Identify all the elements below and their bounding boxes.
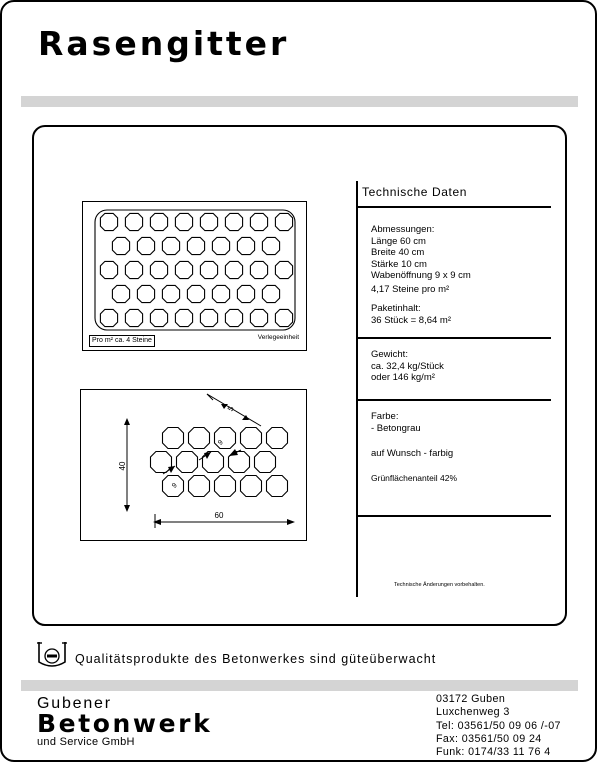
honeycomb-opening bbox=[121, 209, 146, 234]
color-block bbox=[371, 411, 457, 484]
stone-opening bbox=[145, 446, 176, 477]
weight-per-piece: ca. 32,4 kg/Stück bbox=[371, 360, 444, 372]
honeycomb-opening bbox=[96, 209, 121, 234]
honeycomb-opening bbox=[183, 233, 208, 258]
stone-dimension-figure bbox=[80, 389, 307, 541]
honeycomb-opening bbox=[258, 233, 283, 258]
honeycomb-opening bbox=[133, 233, 158, 258]
honeycomb-opening bbox=[171, 257, 196, 282]
address-postcode: 03172 Guben bbox=[436, 693, 506, 705]
address-fax: Fax: 03561/50 09 24 bbox=[436, 732, 542, 745]
honeycomb-opening bbox=[171, 209, 196, 234]
address-street: Luxchenweg 3 bbox=[436, 706, 510, 719]
honeycomb-opening bbox=[208, 233, 233, 258]
quality-slogan: Qualitätsprodukte des Betonwerkes sind güteüberwacht bbox=[75, 652, 437, 666]
dimension-length: Länge 60 cm bbox=[371, 235, 426, 247]
address-mobile: Funk: 0174/33 11 76 4 bbox=[436, 746, 551, 759]
color-value: - Betongrau bbox=[371, 422, 421, 434]
honeycomb-opening bbox=[271, 257, 296, 282]
stone-opening bbox=[261, 422, 292, 453]
honeycomb-opening bbox=[221, 305, 246, 330]
tech-title: Technische Daten bbox=[362, 185, 467, 199]
weight-block bbox=[371, 349, 444, 384]
stone-opening bbox=[171, 446, 202, 477]
honeycomb-opening bbox=[221, 209, 246, 234]
honeycomb-opening bbox=[233, 281, 258, 306]
dimensions-block bbox=[371, 224, 471, 326]
stone-dimension-drawing bbox=[81, 390, 306, 540]
honeycomb-opening bbox=[246, 305, 271, 330]
honeycomb-opening bbox=[158, 281, 183, 306]
package-heading: Paketinhalt: bbox=[371, 303, 421, 314]
stone-opening bbox=[183, 470, 214, 501]
honeycomb-opening bbox=[133, 281, 158, 306]
honeycomb-opening bbox=[158, 233, 183, 258]
stone-opening bbox=[157, 422, 188, 453]
package-value: 36 Stück = 8,64 m² bbox=[371, 314, 451, 326]
dimension-opening: Wabenöffnung 9 x 9 cm bbox=[371, 270, 471, 281]
color-option: auf Wunsch - farbig bbox=[371, 448, 454, 459]
stone-opening bbox=[183, 422, 214, 453]
honeycomb-opening bbox=[146, 305, 171, 330]
honeycomb-opening bbox=[233, 233, 258, 258]
stone-height-label: 40 bbox=[118, 461, 127, 471]
honeycomb-opening bbox=[196, 257, 221, 282]
honeycomb-opening bbox=[121, 305, 146, 330]
honeycomb-opening bbox=[108, 281, 133, 306]
tech-rule bbox=[356, 399, 551, 401]
stone-opening bbox=[235, 470, 266, 501]
stone-opening bbox=[197, 446, 228, 477]
stone-opening bbox=[261, 470, 292, 501]
technical-data-section bbox=[356, 181, 551, 597]
honeycomb-opening bbox=[271, 209, 296, 234]
laying-unit-drawing bbox=[83, 202, 306, 350]
quality-seal-icon bbox=[36, 640, 68, 670]
honeycomb-opening bbox=[121, 257, 146, 282]
company-name-line3: und Service GmbH bbox=[37, 736, 135, 748]
company-name-line1: Gubener bbox=[37, 695, 112, 712]
honeycomb-opening bbox=[171, 305, 196, 330]
tech-vertical-rule bbox=[356, 181, 358, 597]
honeycomb-opening bbox=[208, 281, 233, 306]
honeycomb-opening bbox=[196, 305, 221, 330]
honeycomb-opening bbox=[146, 209, 171, 234]
honeycomb-opening bbox=[196, 209, 221, 234]
dimension-width: Breite 40 cm bbox=[371, 247, 425, 258]
tech-rule bbox=[356, 206, 551, 208]
honeycomb-opening bbox=[258, 281, 283, 306]
color-heading: Farbe: bbox=[371, 411, 399, 422]
weight-per-sqm: oder 146 kg/m² bbox=[371, 372, 435, 383]
stone-wall-label: 5 bbox=[225, 404, 236, 413]
honeycomb-opening bbox=[246, 257, 271, 282]
stones-per-sqm-label: Pro m² ca. 4 Steine bbox=[89, 335, 155, 347]
technical-changes-note: Technische Änderungen vorbehalten. bbox=[394, 582, 485, 588]
honeycomb-opening bbox=[271, 305, 296, 330]
dimensions-heading: Abmessungen: bbox=[371, 224, 435, 235]
product-panel bbox=[32, 125, 567, 626]
honeycomb-opening bbox=[96, 305, 121, 330]
footer-divider-bar bbox=[21, 680, 578, 691]
stone-width-label: 60 bbox=[214, 511, 224, 520]
tech-rule bbox=[356, 337, 551, 339]
honeycomb-opening bbox=[96, 257, 121, 282]
page-title: Rasengitter bbox=[38, 24, 290, 63]
stone-opening bbox=[249, 446, 280, 477]
stone-hole-label-1: 9 bbox=[217, 439, 225, 447]
stone-opening bbox=[235, 422, 266, 453]
honeycomb-opening bbox=[108, 233, 133, 258]
top-divider-bar bbox=[21, 96, 578, 107]
laying-unit-figure bbox=[82, 201, 307, 351]
company-address bbox=[436, 693, 561, 759]
company-name-line2: Betonwerk bbox=[37, 709, 213, 738]
tech-rule bbox=[356, 515, 551, 517]
laying-unit-caption: Verlegeeinheit bbox=[257, 334, 299, 341]
honeycomb-opening bbox=[246, 209, 271, 234]
dimension-thickness: Stärke 10 cm bbox=[371, 258, 427, 270]
address-phone: Tel: 03561/50 09 06 /-07 bbox=[436, 719, 561, 732]
green-area-share: Grünflächenanteil 42% bbox=[371, 472, 458, 483]
stone-hole-label-2: 9 bbox=[171, 482, 179, 490]
weight-heading: Gewicht: bbox=[371, 349, 408, 360]
stone-opening bbox=[209, 422, 240, 453]
stone-opening bbox=[209, 470, 240, 501]
honeycomb-opening bbox=[146, 257, 171, 282]
honeycomb-opening bbox=[183, 281, 208, 306]
stones-per-sqm: 4,17 Steine pro m² bbox=[371, 283, 450, 295]
honeycomb-opening bbox=[221, 257, 246, 282]
